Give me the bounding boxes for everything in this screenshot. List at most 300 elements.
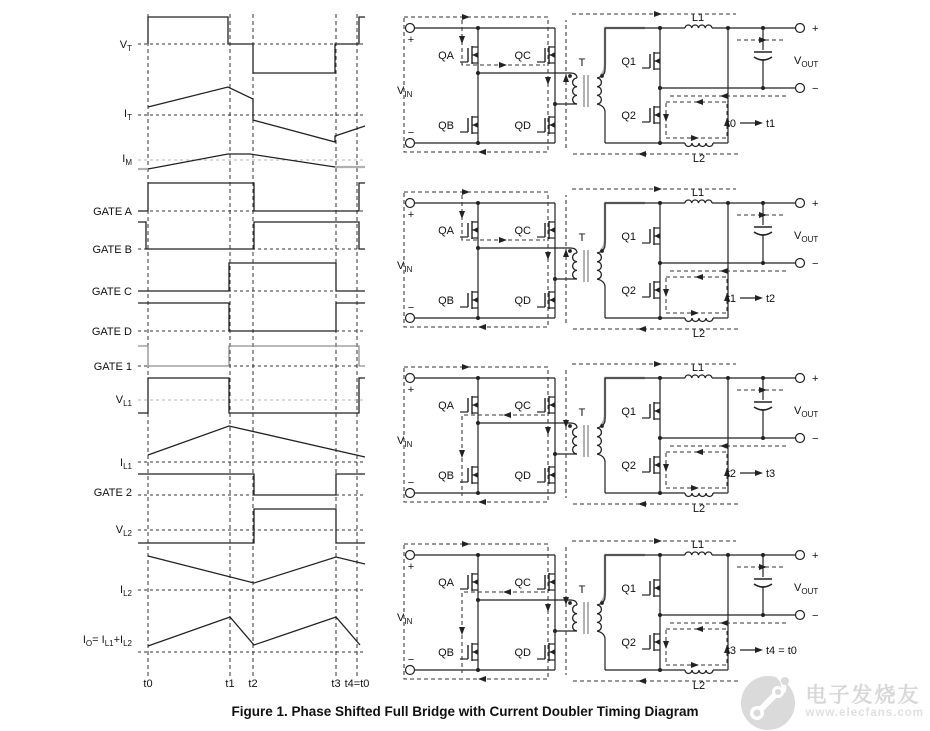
label-main: + [812,373,819,385]
flow-arrow [462,189,470,195]
label-sub: L1 [104,639,114,648]
junction-dot [568,424,572,428]
label-sub: L1 [123,399,132,408]
l2-loop [666,102,727,138]
vout-plus [812,373,818,385]
label-qb [438,120,454,132]
flow-arrow [720,93,728,99]
flow-arrow [503,589,511,595]
label-q2 [621,285,636,297]
terminal [796,84,805,93]
junction-dot [726,376,730,380]
label-main: − [407,654,415,666]
waveform-gate-a [138,183,365,211]
vin-minus [408,477,414,489]
flow-arrow [563,420,569,428]
vout-minus [812,258,818,270]
mosfet-qd [515,466,556,484]
label-qa [438,400,455,412]
mosfet-qc [515,396,556,414]
label-main: t2 [726,468,736,480]
flow-arrow [478,676,486,682]
label-qc [515,577,532,589]
flow-arrow [720,443,728,449]
mosfet-qd [515,291,556,309]
label-qb [438,470,454,482]
label-main: Q1 [621,406,636,418]
vin-label [397,260,413,274]
l2-label [693,153,705,165]
label-main: t0 [726,118,736,130]
mosfet-q1 [621,402,660,420]
label-sub: OUT [801,410,819,419]
l2-loop [666,452,727,488]
mosfet-qc [515,221,556,239]
cap-bottom-plate [754,232,772,235]
flow-arrow [654,361,662,367]
terminal [406,24,415,33]
signal-label-gate-a [93,206,133,218]
waveform-il2 [148,556,365,583]
vin-plus [408,209,414,221]
label-qb [438,647,454,659]
l1-coil [685,25,712,28]
primary-winding [573,78,577,104]
mosfet-q2 [621,106,660,124]
l1-coil [685,200,712,203]
terminal [406,374,415,383]
interval-to [766,645,797,657]
body-arrow [473,122,478,127]
body-arrow [655,287,660,292]
junction-dot [476,376,480,380]
label-main: QD [514,295,531,307]
label-sub: L2 [123,589,132,598]
label-main: − [407,127,415,139]
flow-arrow [695,99,703,105]
label-main: + [812,198,819,210]
mosfet-qd [515,116,556,134]
figure-caption: Figure 1. Phase Shifted Full Bridge with Current Doubler Timing Diagram [231,704,699,719]
label-main: − [812,610,819,622]
mosfet-qa [438,221,478,239]
circuit-1 [397,11,818,165]
vout-minus [812,83,818,95]
label-main: Q2 [621,285,636,297]
label-main: QA [438,577,454,589]
label-main: V [119,39,128,51]
label-main: QB [438,470,454,482]
label-qa [438,50,455,62]
waveform-vt [148,17,365,73]
junction-dot [476,598,480,602]
label-main: − [812,433,819,445]
signal-label-gate-d [92,326,132,338]
junction-dot [658,376,662,380]
label-main: QB [438,647,454,659]
vin-label [397,85,413,99]
label-sub: T [127,44,132,53]
flow-arrow [755,120,763,126]
label-main: t0 [143,678,153,690]
time-tick-t3 [331,678,340,690]
flow-arrow [459,627,465,635]
junction-dot [761,553,765,557]
label-main: V [397,85,405,97]
flow-arrow [563,249,569,257]
flow-arrow [478,324,486,330]
signal-label-vl1 [116,394,133,408]
label-main: L2 [692,680,706,692]
junction-dot [553,277,557,281]
primary-inner [462,195,545,240]
primary-inner [462,415,545,496]
flow-arrow [695,626,703,632]
label-main: t4 = t0 [766,645,797,657]
terminal [406,199,415,208]
label-main: QD [514,470,531,482]
flow-arrow [755,295,763,301]
vout-plus [812,550,818,562]
body-arrow [473,227,478,232]
sec-bottom-riser [597,454,605,493]
flow-arrow [691,662,699,668]
flow-arrow [691,135,699,141]
mosfet-qd [515,643,556,661]
flow-arrow [638,326,646,332]
mosfet-qa [438,573,478,591]
terminal [406,139,415,148]
vout-plus [812,23,818,35]
vout-label [794,230,818,244]
label-main: I [120,457,124,469]
label-main: t1 [726,293,736,305]
label-main: t2 [248,678,258,690]
body-arrow [655,58,660,63]
body-arrow [550,472,555,477]
label-main: T [578,584,586,596]
body-arrow [550,122,555,127]
label-main: V [794,405,802,417]
junction-dot [553,629,557,633]
waveform-vl2 [138,509,365,543]
body-arrow [655,233,660,238]
waveform-il1 [148,426,365,457]
label-main: GATE D [91,326,132,338]
junction-dot [476,26,480,30]
sec-bottom-riser [597,104,605,143]
vout-label [794,582,818,596]
body-arrow [655,639,660,644]
waveform-gate-d [138,303,365,331]
l2-coil [685,670,713,674]
junction-dot [658,201,662,205]
waveform-im [148,154,335,169]
waveform-vl1 [138,378,365,413]
label-sub: L2 [123,639,132,648]
label-qc [515,400,532,412]
body-arrow [655,585,660,590]
flow-arrow [459,450,465,458]
body-arrow [550,52,555,57]
body-arrow [550,227,555,232]
label-main: L2 [692,153,706,165]
flow-arrow [720,620,728,626]
label-main: QB [438,120,454,132]
terminal [796,199,805,208]
junction-dot [476,668,480,672]
label-qd [515,295,532,307]
label-main: +I [113,634,124,646]
junction-dot [761,376,765,380]
signal-label-gate-c [92,286,132,298]
flow-arrow [638,151,646,157]
flow-arrow [545,427,551,435]
mosfet-qc [515,46,556,64]
label-main: QC [514,400,531,412]
flow-arrow [663,114,669,122]
label-main: I [82,634,86,646]
label-main: L2 [692,328,706,340]
flow-arrow [695,449,703,455]
flow-arrow [755,647,763,653]
label-sub: OUT [801,60,819,69]
label-main: QA [438,400,454,412]
primary-winding [573,253,577,279]
junction-dot [761,613,765,617]
flow-arrow [638,678,646,684]
cap-bottom-plate [754,407,772,410]
label-main: L1 [691,362,705,374]
junction-dot [658,141,662,145]
cap-bottom-plate [754,584,772,587]
signal-label-gate-b [92,244,132,256]
label-main: I [122,153,126,165]
flow-arrow [654,186,662,192]
label-main: V [397,435,405,447]
waveform-gate-b [138,222,365,249]
label-main: V [794,230,802,242]
interval-from [727,468,736,480]
junction-dot [726,553,730,557]
circuit-2 [397,186,818,340]
terminal [796,259,805,268]
label-main: I [124,108,128,120]
junction-dot [658,668,662,672]
junction-dot [658,26,662,30]
mosfet-qb [438,466,478,484]
interval-to [766,293,775,305]
flow-arrow [462,541,470,547]
label-q1 [621,56,636,68]
label-main: t4=t0 [344,678,370,690]
terminal [796,551,805,560]
transformer-label [579,57,586,69]
label-qa [438,577,455,589]
flow-arrow [654,538,662,544]
flow-arrow [462,364,470,370]
terminal [796,434,805,443]
primary-winding [573,428,577,454]
interval-from [727,293,736,305]
vout-minus [812,433,818,445]
label-qc [515,50,532,62]
terminal [796,374,805,383]
l2-label [693,680,705,692]
l2-coil [685,493,713,497]
vin-plus [408,34,414,46]
junction-dot [761,26,765,30]
label-main: QD [514,120,531,132]
label-qc [515,225,532,237]
label-main: V [397,612,405,624]
junction-dot [726,26,730,30]
label-sub: OUT [801,235,819,244]
label-main: T [578,232,586,244]
body-arrow [655,112,660,117]
l1-coil [685,552,712,555]
label-main: t3 [331,678,341,690]
label-main: V [115,524,124,536]
mosfet-qc [515,573,556,591]
label-qd [515,120,532,132]
timing-diagram [83,14,370,690]
mosfet-q2 [621,281,660,299]
label-main: QA [438,50,454,62]
junction-dot [476,201,480,205]
interval-from [727,118,736,130]
label-main: = I [92,634,105,646]
label-main: + [407,384,415,396]
junction-dot [761,436,765,440]
signal-label-gate-2 [94,487,132,499]
waveform-gate-1 [138,346,365,366]
flow-arrow [478,499,486,505]
watermark-brand: 电子发烧友 [805,683,921,707]
vin-plus [408,561,414,573]
l2-coil [685,318,713,322]
label-main: V [115,394,124,406]
junction-dot [658,261,662,265]
flow-arrow [459,211,465,219]
flow-arrow [478,149,486,155]
label-main: V [794,582,802,594]
mosfet-q2 [621,633,660,651]
label-main: t3 [726,645,736,657]
label-main: I [120,584,124,596]
terminal [406,666,415,675]
label-main: GATE C [91,286,132,298]
terminal [796,611,805,620]
flow-arrow [663,289,669,297]
label-main: + [812,550,819,562]
cap-bottom-plate [754,57,772,60]
flow-arrow [755,470,763,476]
label-main: + [812,23,819,35]
l2-label [693,328,705,340]
signal-label-vt [120,39,132,53]
body-arrow [655,462,660,467]
label-sub: IN [404,440,413,449]
waveform-gate-2 [138,474,365,495]
mosfet-q1 [621,579,660,597]
label-main: t1 [766,118,776,130]
l2-label [693,503,705,515]
label-main: GATE B [92,244,132,256]
junction-dot [658,316,662,320]
label-sub: IN [404,265,413,274]
mosfet-q1 [621,227,660,245]
circuit-4 [397,538,818,692]
junction-dot [726,201,730,205]
body-arrow [550,579,555,584]
label-main: QC [514,50,531,62]
body-arrow [550,297,555,302]
mosfet-q1 [621,52,660,70]
label-main: − [812,258,819,270]
vin-label [397,435,413,449]
label-main: − [407,302,415,314]
mosfet-q2 [621,456,660,474]
mosfet-qa [438,396,478,414]
label-q2 [621,460,636,472]
label-sub: T [127,113,132,122]
signal-label-it [124,108,132,122]
time-tick-t2 [248,678,257,690]
l2-coil [685,143,713,147]
flow-arrow [563,597,569,605]
junction-dot [476,71,480,75]
interval-to [766,468,775,480]
watermark-url: www.elecfans.com [805,706,924,719]
primary-winding [573,605,577,631]
label-main: L1 [691,539,705,551]
junction-dot [553,452,557,456]
flow-arrow [663,641,669,649]
terminal [796,24,805,33]
flow-arrow [691,485,699,491]
secondary-winding [597,253,601,279]
body-arrow [473,297,478,302]
label-main: t1 [225,678,235,690]
junction-dot [658,436,662,440]
interval-to [766,118,775,130]
junction-dot [658,491,662,495]
sec-bottom-riser [597,279,605,318]
label-qb [438,295,454,307]
secondary-winding [597,605,601,631]
transformer-label [579,584,586,596]
label-main: QC [514,577,531,589]
secondary-winding [597,428,601,454]
label-main: QB [438,295,454,307]
primary-inner [462,20,545,65]
label-main: QC [514,225,531,237]
signal-label-gate-1 [94,361,132,373]
label-sub: L2 [123,529,132,538]
junction-dot [476,491,480,495]
label-q2 [621,110,636,122]
junction-dot [568,74,572,78]
label-main: Q1 [621,56,636,68]
flow-arrow [695,274,703,280]
terminal [406,314,415,323]
body-arrow [473,579,478,584]
flow-arrow [638,501,646,507]
body-arrow [550,649,555,654]
label-main: T [578,57,586,69]
label-main: Q2 [621,637,636,649]
